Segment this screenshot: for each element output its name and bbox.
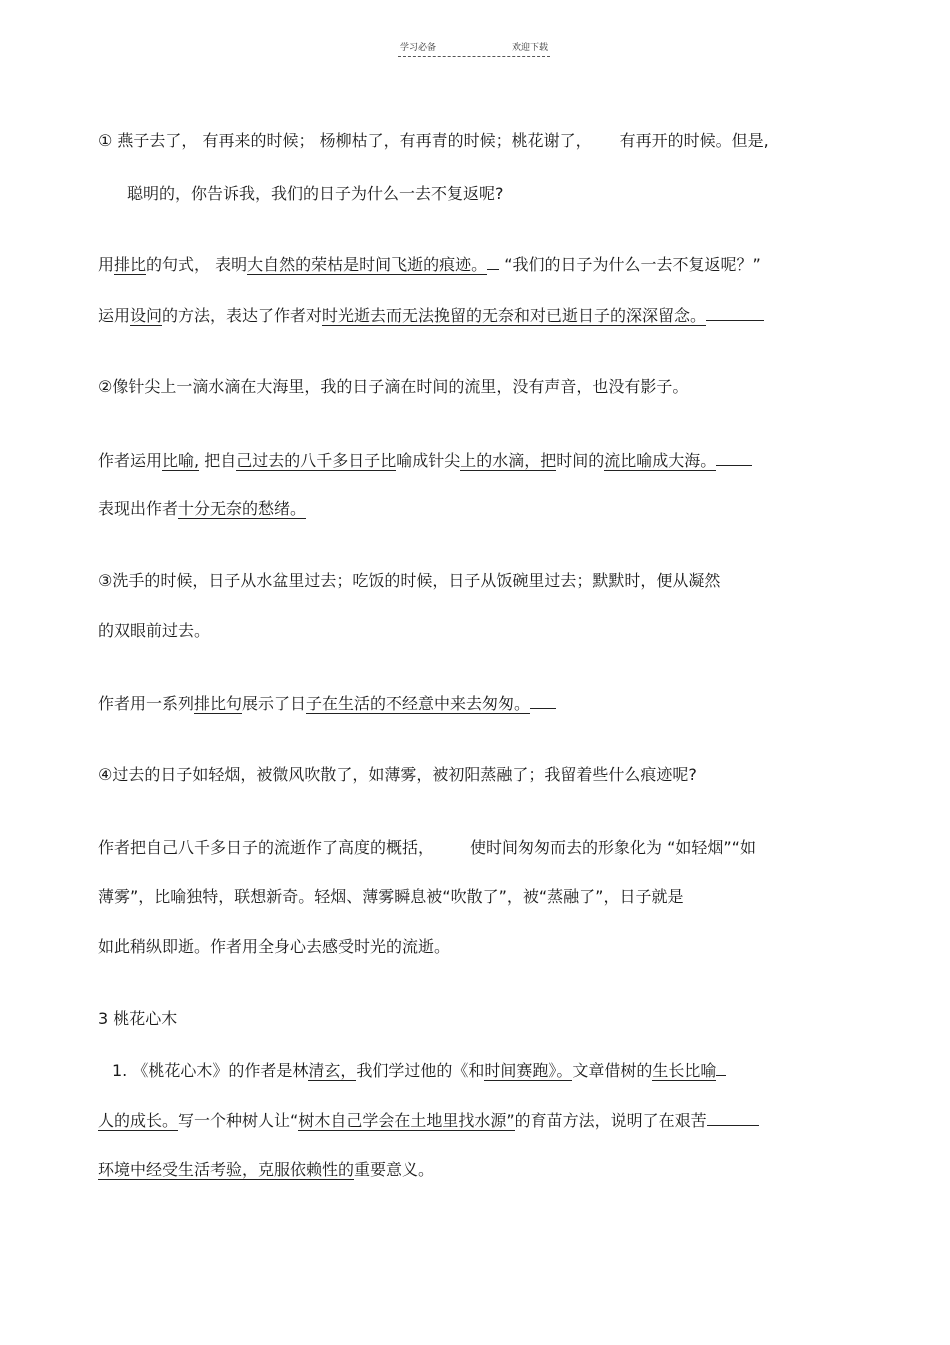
q3-line1: ③洗手的时候，日子从水盆里过去；吃饭的时候，日子从饭碗里过去；默默时，便从凝然 [98,571,721,590]
q1-answer2: 运用设问的方法，表达了作者对时光逝去而无法挽留的无奈和对已逝日子的深深留念。 [98,304,764,327]
section3-line1: 1. 《桃花心木》的作者是林清玄，我们学过他的《和时间赛跑》。文章借树的生长比喻 [112,1059,726,1082]
q4-answer3: 如此稍纵即逝。作者用全身心去感受时光的流逝。 [98,937,451,956]
section3-line3: 环境中经受生活考验，克服依赖性的重要意义。 [98,1160,435,1179]
q4-line: ④过去的日子如轻烟，被微风吹散了，如薄雾，被初阳蒸融了；我留着些什么痕迹呢? [98,765,697,784]
header-right: 欢迎下载 [511,43,548,53]
q4-answer2: 薄雾”，比喻独特，联想新奇。轻烟、薄雾瞬息被“吹散了”，被“蒸融了”，日子就是 [98,887,684,906]
section3-line2: 人的成长。写一个种树人让“树木自己学会在土地里找水源”的育苗方法，说明了在艰苦 [98,1109,759,1132]
q3-line2: 的双眼前过去。 [98,621,211,640]
q1-line1: ① 燕子去了， 有再来的时候； 杨柳枯了，有再青的时候；桃花谢了， 有再开的时候。但是, [98,131,769,150]
q2-line: ②像针尖上一滴水滴在大海里，我的日子滴在时间的流里，没有声音，也没有影子。 [98,377,689,396]
q1-answer1: 用排比的句式， 表明大自然的荣枯是时间飞逝的痕迹。 “我们的日子为什么一去不复返呢？” [98,255,761,274]
q2-answer1: 作者运用比喻, 把自己过去的八千多日子比喻成针尖上的水滴，把时间的流比喻成大海。 [98,449,752,472]
q1-line2: 聪明的，你告诉我，我们的日子为什么一去不复返呢? [127,184,504,203]
section3-title: 3 桃花心木 [98,1009,178,1028]
q3-answer: 作者用一系列排比句展示了日子在生活的不经意中来去匆匆。 [98,692,556,715]
q2-answer2: 表现出作者十分无奈的愁绪。 [98,499,307,518]
header-left: 学习必备 [400,43,437,53]
page-header [398,40,550,57]
q4-answer1: 作者把自己八千多日子的流逝作了高度的概括， 使时间匆匆而去的形象化为 “如轻烟”“如 [98,838,756,857]
